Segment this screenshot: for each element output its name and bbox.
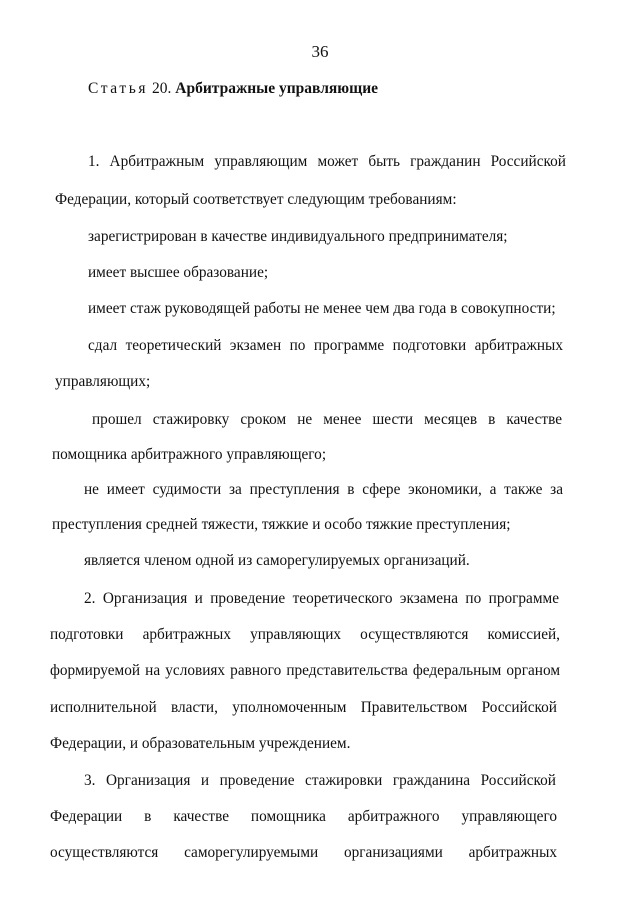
article-label: Статья (88, 80, 149, 97)
paragraph-line: зарегистрирован в качестве индивидуального предпринимателя; (88, 228, 508, 245)
article-title: Арбитражные управляющие (175, 80, 379, 97)
paragraph-line: управляющих; (55, 373, 151, 390)
paragraph-line: 2. Организация и проведение теоретического экзамена по программе (84, 590, 559, 607)
paragraph-line: не имеет судимости за преступления в сфере экономики, а также за (84, 481, 563, 498)
paragraph-line: формируемой на условиях равного представительства федеральным органом (50, 662, 560, 679)
article-heading (88, 80, 378, 98)
page-number: 36 (311, 42, 329, 61)
paragraph-line: подготовки арбитражных управляющих осуществляются комиссией, (50, 626, 560, 643)
paragraph-line: Федерации в качестве помощника арбитражного управляющего (50, 808, 557, 825)
paragraph-line: исполнительной власти, уполномоченным Правительством Российской (50, 699, 557, 716)
paragraph-line: 1. Арбитражным управляющим может быть гражданин Российской (88, 153, 566, 170)
paragraph-line: осуществляются саморегулируемыми организациями арбитражных (50, 844, 557, 861)
paragraph-line: прошел стажировку сроком не менее шести месяцев в качестве (92, 411, 562, 428)
paragraph-line: имеет высшее образование; (88, 264, 269, 281)
paragraph-line: 3. Организация и проведение стажировки гражданина Российской (84, 772, 556, 789)
paragraph-line: сдал теоретический экзамен по программе подготовки арбитражных (88, 337, 563, 354)
paragraph-line: Федерации, и образовательным учреждением. (50, 735, 351, 752)
paragraph-line: помощника арбитражного управляющего; (52, 446, 327, 463)
paragraph-line: является членом одной из саморегулируемых организаций. (84, 552, 470, 569)
paragraph-line: имеет стаж руководящей работы не менее чем два года в совокупности; (88, 300, 556, 317)
article-number: 20. (152, 80, 172, 97)
paragraph-line: преступления средней тяжести, тяжкие и особо тяжкие преступления; (52, 516, 511, 533)
paragraph-line: Федерации, который соответствует следующим требованиям: (55, 191, 457, 208)
